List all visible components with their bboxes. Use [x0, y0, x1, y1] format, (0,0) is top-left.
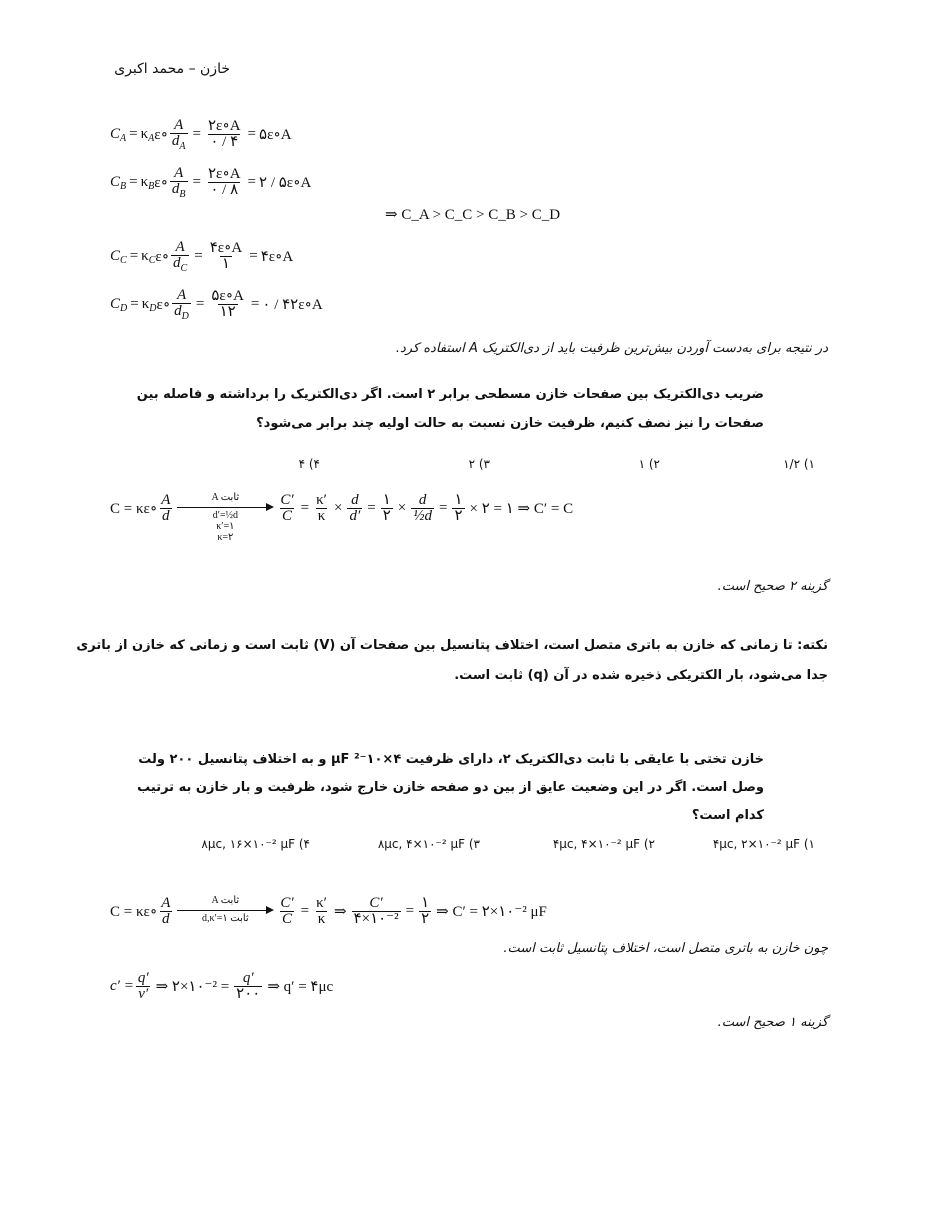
question3-solution-equation2: c′ = $\frac{q'}{v'}$ ⇒ ۲×۱۰⁻² = $\frac{q'}{۲۰۰}$ ⇒ q′ = ۴μc	[110, 969, 334, 1002]
question2-option-4[interactable]: ۴) ۴	[298, 457, 320, 471]
condition-arrow: A ثابت d′=½d κ′=۱ κ=۲	[177, 488, 273, 528]
note-line2: جدا می‌شود، بار الکتریکی ذخیره شده در آن (q) ثابت است.	[454, 668, 828, 683]
question2-answer: گزینه ۲ صحیح است.	[717, 579, 828, 594]
page-header: خازن – محمد اکبری	[114, 61, 230, 77]
equation-cb: C B = κ B ε∘ $\frac{A}{d_B}$ = $\frac{۲\varepsilon\circ A}{۰ / ۸}$ = ۲ / ۵ε∘A	[110, 165, 312, 200]
question3-line1: خازن تختی با عایقی با ثابت دی‌الکتریک ۲، دارای ظرفیت ۴×۱۰⁻² μF و به اختلاف پتانسیل ۲۰۰ ولت	[138, 752, 764, 767]
question3-option-1[interactable]: ۱) ۴μc, ۲×۱۰⁻² μF	[712, 837, 815, 851]
question3-line3: کدام است؟	[691, 808, 764, 823]
question2-option-1[interactable]: ۱) ۱/۲	[783, 457, 815, 471]
question3-answer: گزینه ۱ صحیح است.	[717, 1015, 828, 1030]
note-line1: نکته: تا زمانی که خازن به باتری متصل است، اختلاف پتانسیل بین صفحات آن (V) ثابت است و زمانی که خازن از باتری	[76, 638, 828, 653]
question3-explanation: چون خازن به باتری متصل است، اختلاف پتانسیل ثابت است.	[503, 941, 828, 956]
equation-ca: C A = κ A ε∘ $\frac{A}{d_A}$ = $\frac{۲\varepsilon\circ A}{۰ / ۴}$ = ۵ε∘A	[110, 117, 292, 152]
question3-option-4[interactable]: ۴) ۸μc, ۱۶×۱۰⁻² μF	[201, 837, 310, 851]
question3-solution-equation1: C = κε∘ $\frac{A}{d}$ A ثابت d,κ′=۱ ثابت $\frac{C'}{C}$ = $\frac{\kappa'}{\kappa}$ ⇒ $\frac{C'}{\text{۴×۱۰⁻²}}$ = $\frac{۱}{۲}$ ⇒ C′ = ۲×۱۰⁻² μF	[110, 891, 550, 931]
question3-option-3[interactable]: ۳) ۸μc, ۴×۱۰⁻² μF	[377, 837, 480, 851]
question3-option-2[interactable]: ۲) ۴μc, ۴×۱۰⁻² μF	[552, 837, 655, 851]
question2-option-3[interactable]: ۳) ۲	[468, 457, 490, 471]
question3-line2: وصل است. اگر در این وضعیت عایق از بین دو صفحه خازن خارج شود، ظرفیت و بار خازن به ترتیب	[137, 780, 764, 795]
comparison-result: ⇒ C_A > C_C > C_B > C_D	[385, 206, 561, 223]
conclusion-text: در نتیجه برای به‌دست آوردن بیش‌ترین ظرفیت باید از دی‌الکتریک A استفاده کرد.	[395, 341, 828, 356]
condition-arrow: A ثابت d,κ′=۱ ثابت	[177, 891, 273, 931]
question2-line1: ضریب دی‌الکتریک بین صفحات خازن مسطحی برابر ۲ است. اگر دی‌الکتریک را برداشته و فاصله بین	[136, 387, 764, 402]
question2-line2: صفحات را نیز نصف کنیم، ظرفیت خازن نسبت به حالت اولیه چند برابر می‌شود؟	[256, 416, 764, 431]
question2-option-2[interactable]: ۲) ۱	[638, 457, 660, 471]
equation-cc: C C = κ C ε∘ $\frac{A}{d_C}$ = $\frac{۴\varepsilon\circ A}{۱}$ = ۴ε∘A	[110, 239, 294, 274]
question2-solution-equation: C = κε∘ $\frac{A}{d}$ A ثابت d′=½d κ′=۱ κ=۲ $\frac{C'}{C}$ = $\frac{\kappa'}{\kappa}$ × $\frac{d}{d'}$ = $\frac{۱}{۲}$ × $\frac{d}{\text{½d}}$ = $\frac{۱}{۲}$ × ۲ = ۱ ⇒ C′ = C	[110, 488, 576, 528]
equation-cd: C D = κ D ε∘ $\frac{A}{d_D}$ = $\frac{۵\varepsilon\circ A}{۱۲}$ = ۰ / ۴۲ε∘A	[110, 287, 323, 322]
